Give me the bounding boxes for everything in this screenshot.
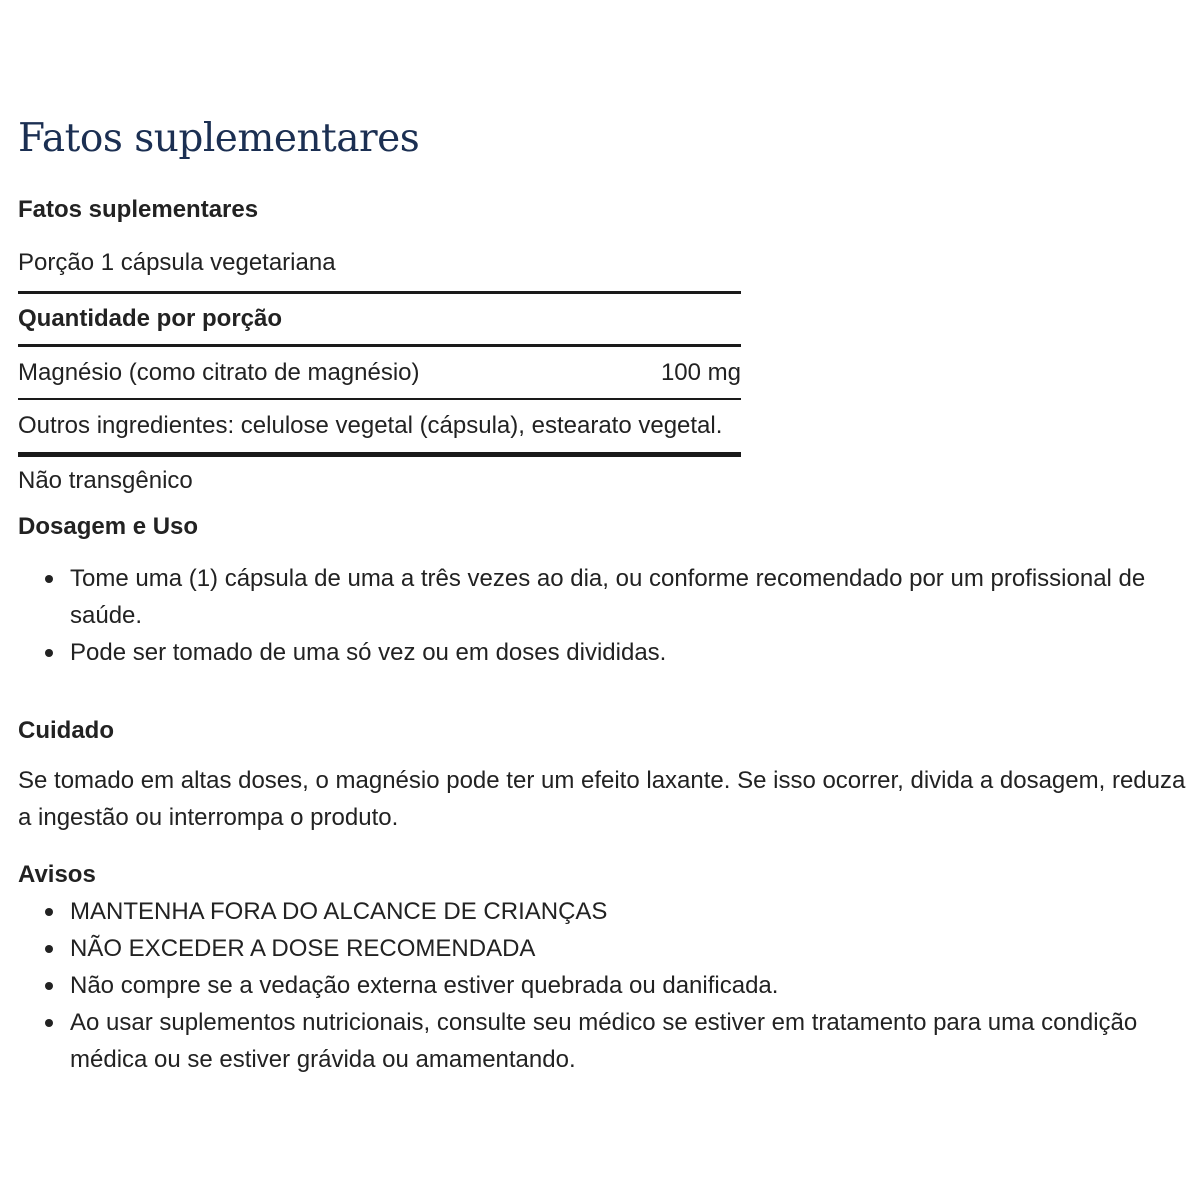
serving-size: Porção 1 cápsula vegetariana <box>18 234 741 294</box>
page-title: Fatos suplementares <box>18 116 420 161</box>
dosage-list <box>18 560 1188 671</box>
nutrient-amount: 100 mg <box>660 358 741 386</box>
list-item: Não compre se a vedação externa estiver quebrada ou danificada. <box>18 967 1188 1004</box>
nutrient-name: Magnésio (como citrato de magnésio) <box>18 358 420 386</box>
list-item: MANTENHA FORA DO ALCANCE DE CRIANÇAS <box>18 893 1188 930</box>
list-item: Tome uma (1) cápsula de uma a três vezes ao dia, ou conforme recomendado por um profissional de saúde. <box>18 560 1188 634</box>
dosage-heading: Dosagem e Uso <box>18 513 199 540</box>
caution-text: Se tomado em altas doses, o magnésio pode ter um efeito laxante. Se isso ocorrer, divida a dosagem, reduza a ingestão ou interrompa o produto. <box>18 767 1186 831</box>
facts-heading: Fatos suplementares <box>18 196 259 223</box>
non-gmo-note: Não transgênico <box>18 467 193 494</box>
nutrient-row <box>18 347 741 400</box>
amount-per-serving-header: Quantidade por porção <box>18 294 741 347</box>
list-item: NÃO EXCEDER A DOSE RECOMENDADA <box>18 930 1188 967</box>
warnings-heading: Avisos <box>18 861 96 888</box>
list-item: Pode ser tomado de uma só vez ou em doses divididas. <box>18 634 1188 671</box>
other-ingredients: Outros ingredientes: celulose vegetal (cápsula), estearato vegetal. <box>18 400 741 457</box>
supplement-facts-table <box>18 186 741 495</box>
caution-heading: Cuidado <box>18 717 114 744</box>
warnings-list <box>18 893 1188 1078</box>
list-item: Ao usar suplementos nutricionais, consulte seu médico se estiver em tratamento para uma condição médica ou se estiver grávida ou amamentando. <box>18 1004 1188 1078</box>
